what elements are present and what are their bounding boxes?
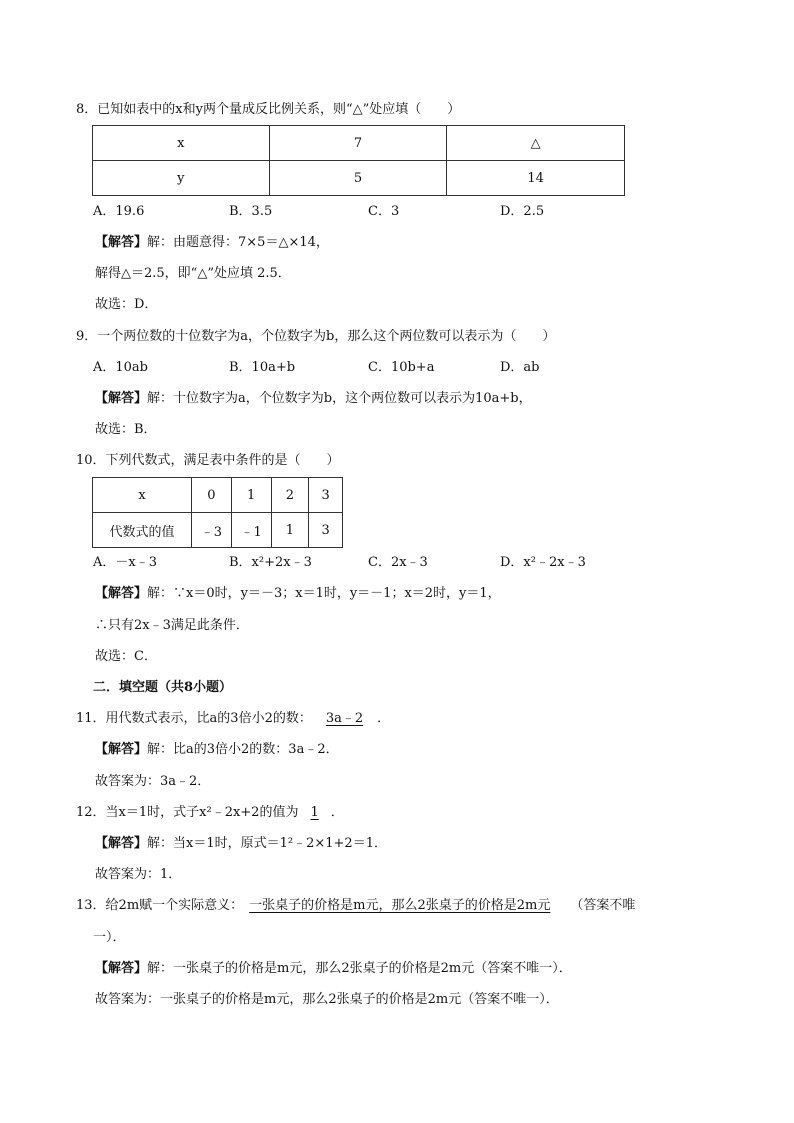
q13-final: 故答案为：一张桌子的价格是m元，那么2张桌子的价格是2m元（答案不唯一）． bbox=[95, 992, 559, 1007]
q10-option-c: C．2x﹣3 bbox=[368, 555, 428, 570]
answer-tag: 【解答】 bbox=[95, 391, 148, 406]
q11-stem-end: ． bbox=[377, 711, 391, 726]
q13-stem-end: （答案不唯 bbox=[570, 898, 636, 913]
q13-stem-text: 13．给2m赋一个实际意义： bbox=[76, 898, 244, 913]
q8-cell: △ bbox=[447, 126, 625, 161]
q8-cell: 7 bbox=[269, 126, 447, 161]
answer-text: 解：由题意得：7×5＝△×14， bbox=[147, 235, 329, 250]
q10-cell: 1 bbox=[231, 478, 271, 513]
q9-option-a: A．10ab bbox=[93, 360, 149, 375]
q11-stem bbox=[76, 710, 390, 728]
section-heading: 二．填空题（共8小题） bbox=[93, 680, 233, 695]
q13-stem-cont: 一）． bbox=[93, 930, 126, 945]
q10-cell: 3 bbox=[309, 478, 343, 513]
q10-stem: 10．下列代数式，满足表中条件的是（ ） bbox=[76, 453, 340, 468]
q11-final: 故答案为：3a﹣2． bbox=[95, 774, 211, 789]
q10-answer bbox=[95, 585, 501, 603]
answer-text: 解：比a的3倍小2的数：3a﹣2． bbox=[147, 742, 339, 757]
q8-cell: 14 bbox=[447, 161, 625, 196]
q8-choice: 故选：D． bbox=[95, 297, 158, 312]
q8-table bbox=[92, 125, 625, 196]
q8-answer-line2: 解得△＝2.5，即“△”处应填 2.5． bbox=[95, 266, 291, 281]
q13-answer bbox=[95, 960, 572, 978]
q11-blank: 3a﹣2 bbox=[325, 711, 364, 726]
q9-option-c: C．10b+a bbox=[368, 360, 435, 375]
q10-cell: 2 bbox=[271, 478, 309, 513]
answer-tag: 【解答】 bbox=[95, 961, 148, 976]
q8-option-b: B．3.5 bbox=[229, 204, 273, 219]
q12-stem-end: ． bbox=[330, 805, 344, 820]
q8-cell: y bbox=[93, 161, 270, 196]
answer-tag: 【解答】 bbox=[95, 836, 148, 851]
q8-option-c: C．3 bbox=[368, 204, 400, 219]
q10-cell: 3 bbox=[309, 513, 343, 548]
q12-stem-text: 12．当x＝1时，式子x²﹣2x+2的值为 bbox=[76, 805, 299, 820]
q8-cell: 5 bbox=[269, 161, 447, 196]
q12-blank: 1 bbox=[310, 805, 319, 820]
q8-option-a: A．19.6 bbox=[93, 204, 145, 219]
q9-option-b: B．10a+b bbox=[229, 360, 296, 375]
q10-cell: ﹣1 bbox=[231, 513, 271, 548]
q10-choice: 故选：C． bbox=[95, 649, 157, 664]
answer-text: 解：当x＝1时，原式＝1²﹣2×1+2＝1． bbox=[147, 836, 387, 851]
answer-text: 解：十位数字为a，个位数字为b，这个两位数可以表示为10a+b， bbox=[147, 391, 532, 406]
answer-tag: 【解答】 bbox=[95, 586, 148, 601]
q9-choice: 故选：B． bbox=[95, 422, 157, 437]
q10-table bbox=[92, 477, 343, 548]
q11-answer bbox=[95, 741, 339, 759]
q11-stem-text: 11．用代数式表示，比a的3倍小2的数： bbox=[76, 711, 312, 726]
q9-answer bbox=[95, 390, 532, 408]
answer-tag: 【解答】 bbox=[95, 742, 148, 757]
q10-option-b: B．x²+2x﹣3 bbox=[229, 555, 312, 570]
q10-cell: ﹣3 bbox=[191, 513, 231, 548]
q10-option-d: D．x²﹣2x﹣3 bbox=[500, 555, 586, 570]
answer-text: 解：一张桌子的价格是m元，那么2张桌子的价格是2m元（答案不唯一）． bbox=[147, 961, 572, 976]
q9-option-d: D．ab bbox=[500, 360, 540, 375]
q8-answer bbox=[95, 234, 329, 252]
q10-cell: 0 bbox=[191, 478, 231, 513]
q10-answer-line2: ∴只有2x﹣3满足此条件． bbox=[95, 618, 249, 633]
q8-option-d: D．2.5 bbox=[500, 204, 545, 219]
q12-final: 故答案为：1． bbox=[95, 867, 182, 882]
q10-option-a: A．－x﹣3 bbox=[93, 555, 157, 570]
q12-stem bbox=[76, 804, 344, 822]
q10-cell: x bbox=[93, 478, 192, 513]
q10-cell: 1 bbox=[271, 513, 309, 548]
answer-tag: 【解答】 bbox=[95, 235, 148, 250]
q12-answer bbox=[95, 835, 387, 853]
answer-text: 解：∵x＝0时，y＝－3；x＝1时，y＝－1；x＝2时，y＝1， bbox=[147, 586, 501, 601]
q10-cell: 代数式的值 bbox=[93, 513, 192, 548]
q13-blank: 一张桌子的价格是m元，那么2张桌子的价格是2m元 bbox=[249, 898, 551, 913]
q9-stem: 9．一个两位数的十位数字为a，个位数字为b，那么这个两位数可以表示为（ ） bbox=[76, 329, 556, 344]
q8-stem: 8．已知如表中的x和y两个量成反比例关系，则“△”处应填（ ） bbox=[76, 102, 461, 117]
q13-stem bbox=[76, 897, 635, 915]
q8-cell: x bbox=[93, 126, 270, 161]
